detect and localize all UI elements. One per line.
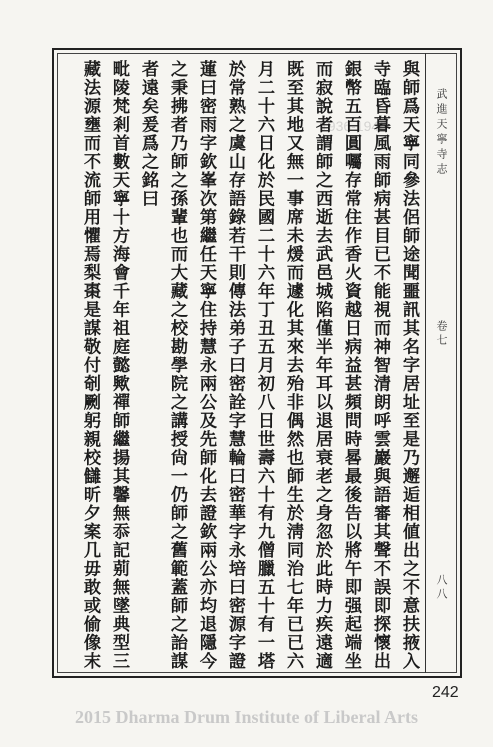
leaf-number: 八八 — [435, 574, 448, 602]
page-number: 242 — [432, 684, 459, 701]
text-column-8: 蓮曰密雨字欽峯次第繼任天寧住持慧永兩公及先師化去證欽兩公亦均退隱今 — [196, 60, 216, 670]
text-column-12: 藏法源壅而不流師用懼焉梨棗是謀敬付剞劂躬親校讎昕夕案几毋敢或偷像末 — [80, 60, 100, 670]
text-column-9: 之秉拂者乃師之孫輩也而大藏之校勘學院之講授尙一仍師之舊範蓋師之詒謀 — [167, 60, 187, 670]
text-column-5: 既至其地又無一事席未煖而遽化其來去殆非偶然也師生於淸同治七年已已六 — [283, 60, 303, 670]
footer-credit: 2015 Dharma Drum Institute of Liberal Arts — [75, 707, 418, 727]
text-column-1: 與師爲天寧同參法侶師途聞噩訊其名字居址至是乃邂逅相値出之不意扶掖入 — [399, 60, 419, 670]
text-column-11: 毗陵梵剎首數天寧十方海會千年祖庭懿歟禪師繼揚其馨無忝記莂無墜典型三 — [109, 60, 129, 670]
text-column-2: 寺臨昏暮風雨師病甚目已不能視而神智清朗呼雲巖與語審其聲不誤即探懷出 — [370, 60, 390, 670]
volume-label: 卷七 — [435, 320, 448, 348]
text-column-4: 而寂說者謂師之西逝去武邑城陷僅半年耳以退居衰老之身忽於此時力疾遠適 — [312, 60, 332, 670]
text-column-6: 月二十六日化於民國二十六年丁丑五月初八日世壽六十有九僧臘五十有一塔 — [254, 60, 274, 670]
text-column-3: 銀幣五百圓囑存常住作香火資越日病益甚頻問時晷最後告以將午即强起端坐 — [341, 60, 361, 670]
text-column-10: 者遠矣爰爲之銘曰 — [138, 60, 158, 208]
faint-watermark: 1936-1946 — [320, 118, 387, 134]
text-column-7: 於常熟之虞山存語錄若干則傳法弟子曰密詮字慧輪曰密華字永培曰密源字證 — [225, 60, 245, 670]
book-title: 武進天寧寺志 — [435, 88, 448, 178]
